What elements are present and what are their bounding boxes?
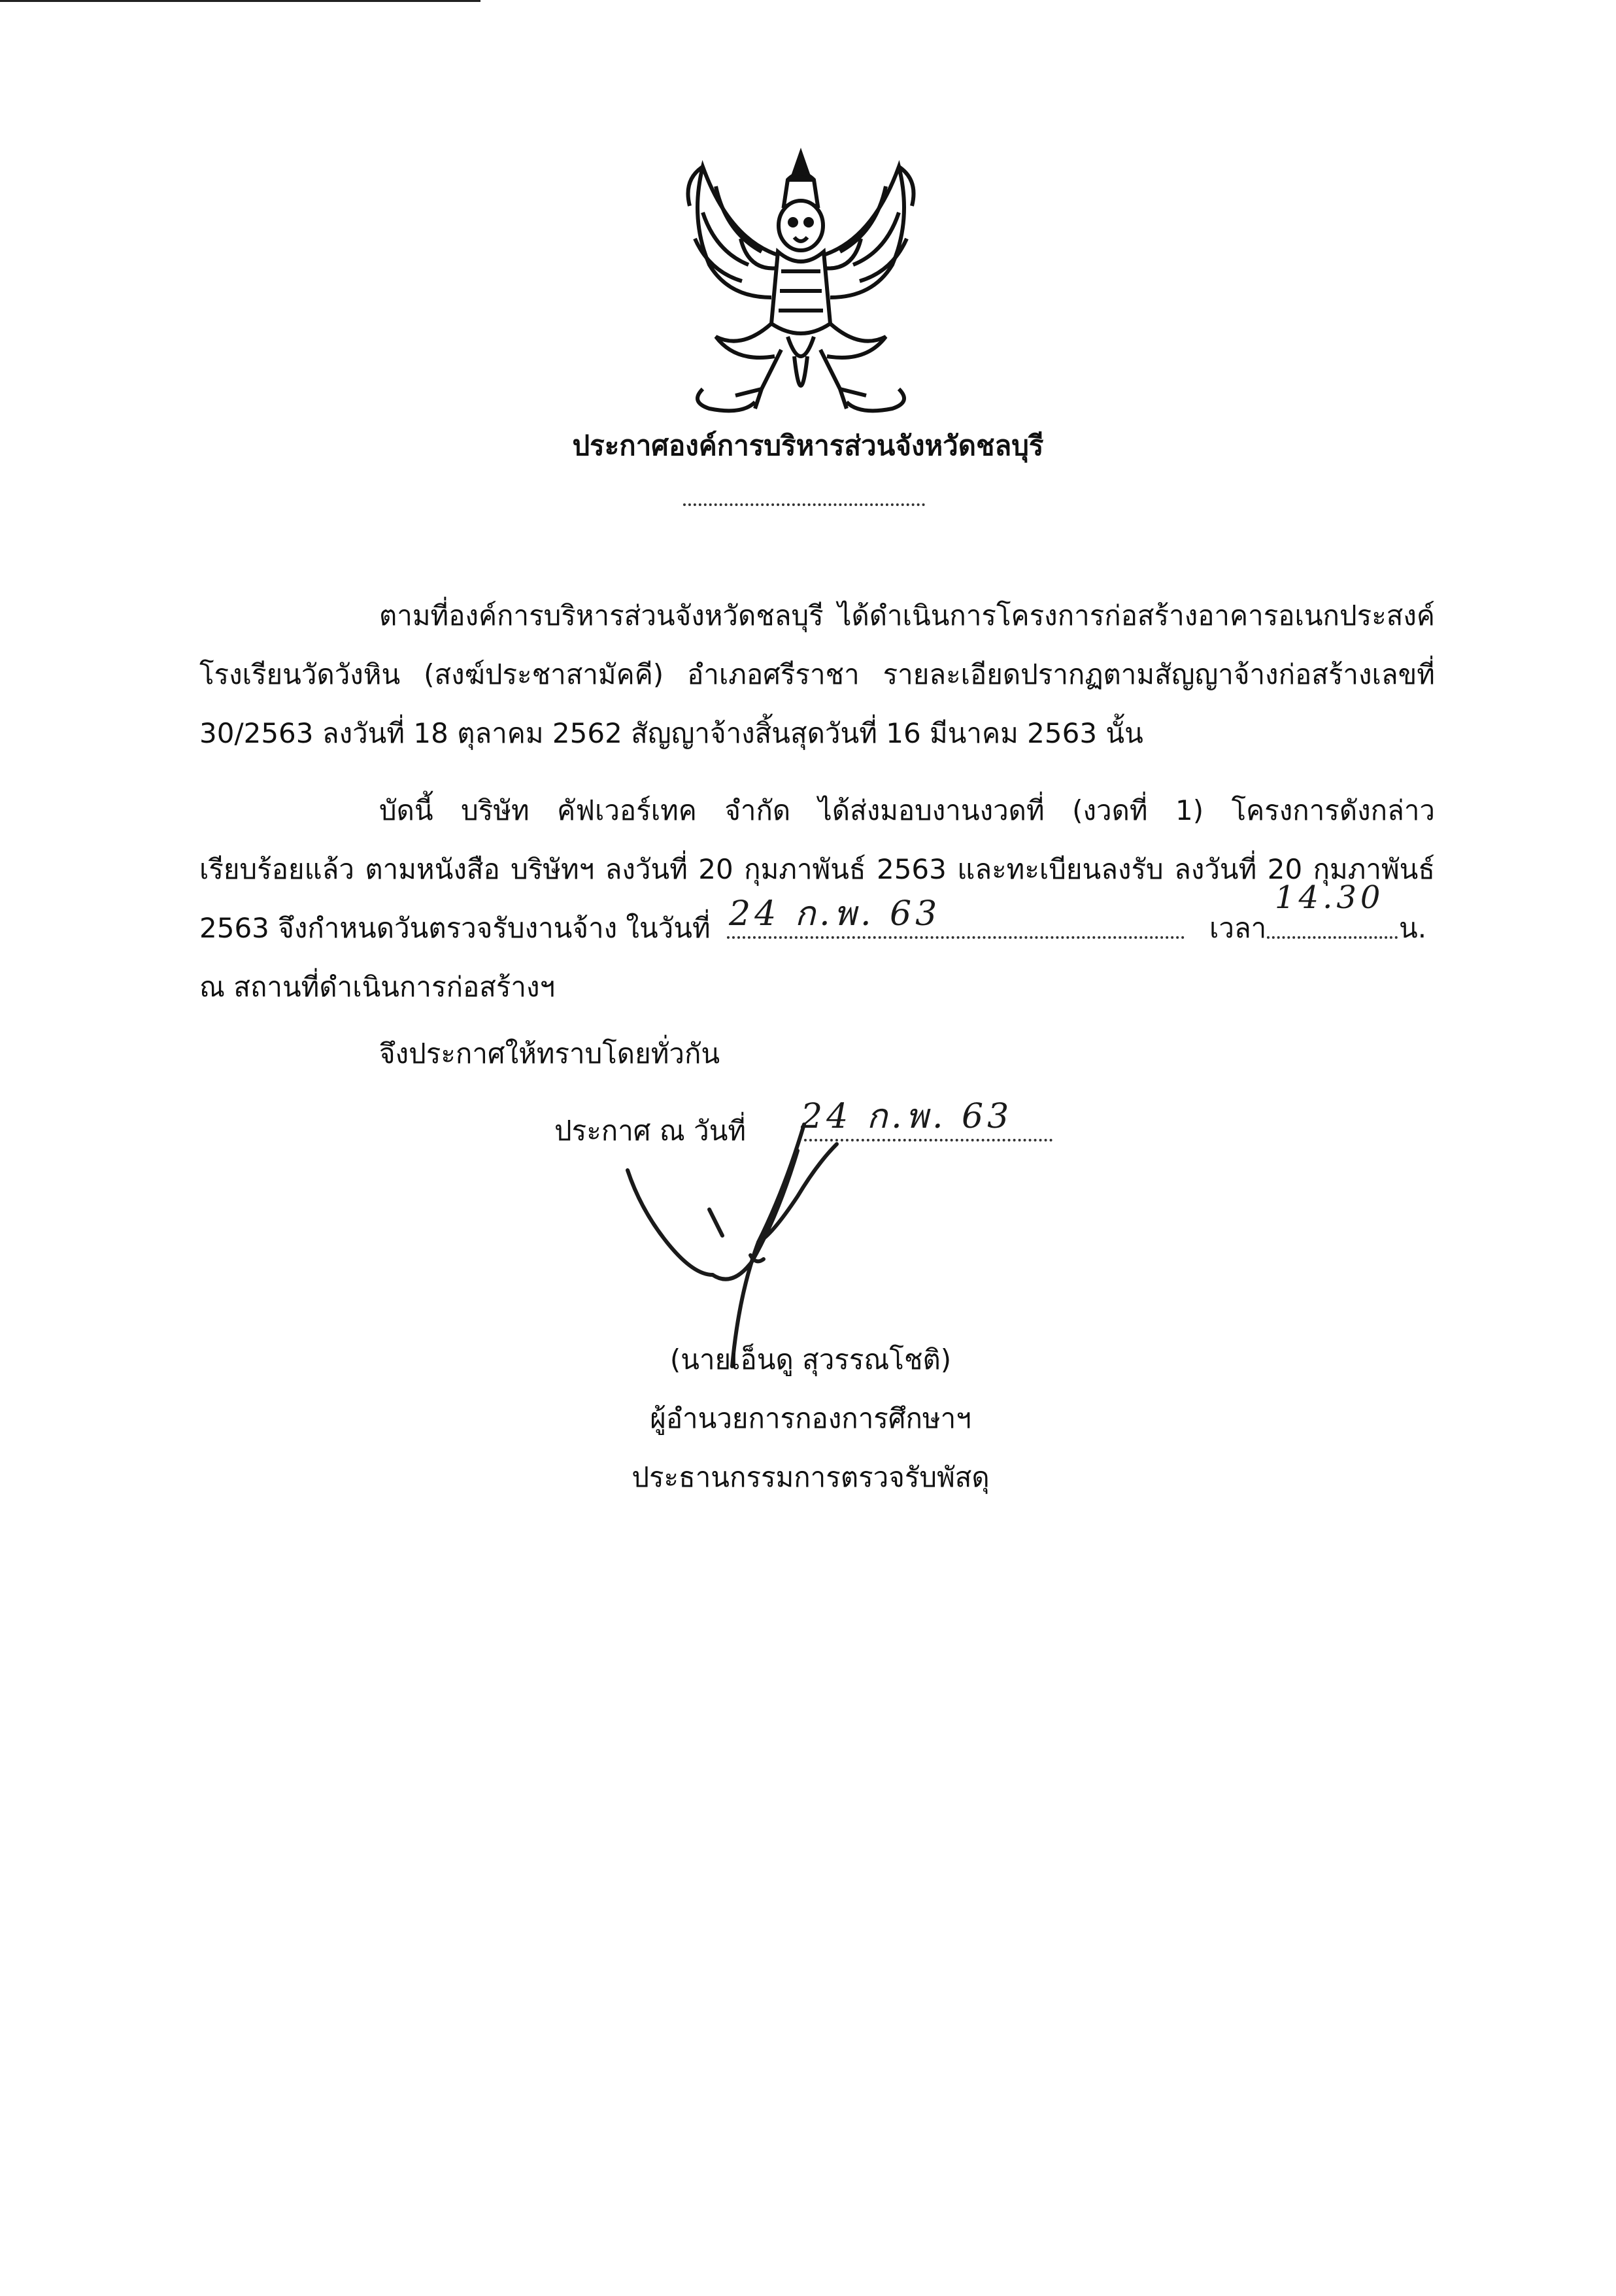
paragraph-1-line-3: 30/2563 ลงวันที่ 18 ตุลาคม 2562 สัญญาจ้างสิ้นสุดวันที่ 16 มีนาคม 2563 นั้น — [199, 717, 1143, 749]
garuda-emblem-icon — [664, 141, 938, 428]
paragraph-2-line-3 — [199, 909, 711, 948]
inspection-date-handwritten: 24 ก.พ. 63 — [729, 894, 941, 934]
inspection-time-label: เวลา — [1209, 912, 1267, 944]
paragraph-2-line-2: เรียบร้อยแล้ว ตามหนังสือ บริษัทฯ ลงวันที่ 20 กุมภาพันธ์ 2563 และทะเบียนลงรับ ลงวันที่ 20 กุมภาพันธ์ — [199, 853, 1435, 885]
announce-date-handwritten: 24 ก.พ. 63 — [801, 1097, 1013, 1136]
document-title: ประกาศองค์การบริหารส่วนจังหวัดชลบุรี — [572, 430, 1044, 462]
paragraph-2-line-4: ณ สถานที่ดำเนินการก่อสร้างฯ — [199, 971, 556, 1003]
title-dotted-separator — [683, 503, 925, 506]
announce-date-label: ประกาศ ณ วันที่ — [554, 1115, 747, 1147]
inspection-date-prefix: 2563 จึงกำหนดวันตรวจรับงานจ้าง ในวันที่ — [199, 912, 711, 944]
announcement-closing: จึงประกาศให้ทราบโดยทั่วกัน — [379, 1038, 720, 1070]
scan-edge-line — [0, 0, 480, 2]
paragraph-1-line-1: ตามที่องค์การบริหารส่วนจังหวัดชลบุรี ได้ดำเนินการโครงการก่อสร้างอาคารอเนกประสงค์ — [379, 599, 1435, 632]
paragraph-2-line-1: บัดนี้ บริษัท คัฟเวอร์เทค จำกัด ได้ส่งมอบงานงวดที่ (งวดที่ 1) โครงการดังกล่าว — [379, 794, 1435, 826]
signatory-position-1: ผู้อำนวยการกองการศึกษาฯ — [650, 1402, 971, 1434]
inspection-time-handwritten: 14.30 — [1275, 879, 1385, 916]
signatory-position-2: ประธานกรรมการตรวจรับพัสดุ — [631, 1461, 990, 1493]
time-unit-suffix: น. — [1399, 912, 1427, 944]
paragraph-1-line-2: โรงเรียนวัดวังหิน (สงฆ์ประชาสามัคคี) อำเภอศรีราชา รายละเอียดปรากฏตามสัญญาจ้างก่อสร้างเลขที่ — [199, 658, 1435, 690]
signatory-name: (นายเอ็นดู สุวรรณโชติ) — [669, 1343, 952, 1376]
